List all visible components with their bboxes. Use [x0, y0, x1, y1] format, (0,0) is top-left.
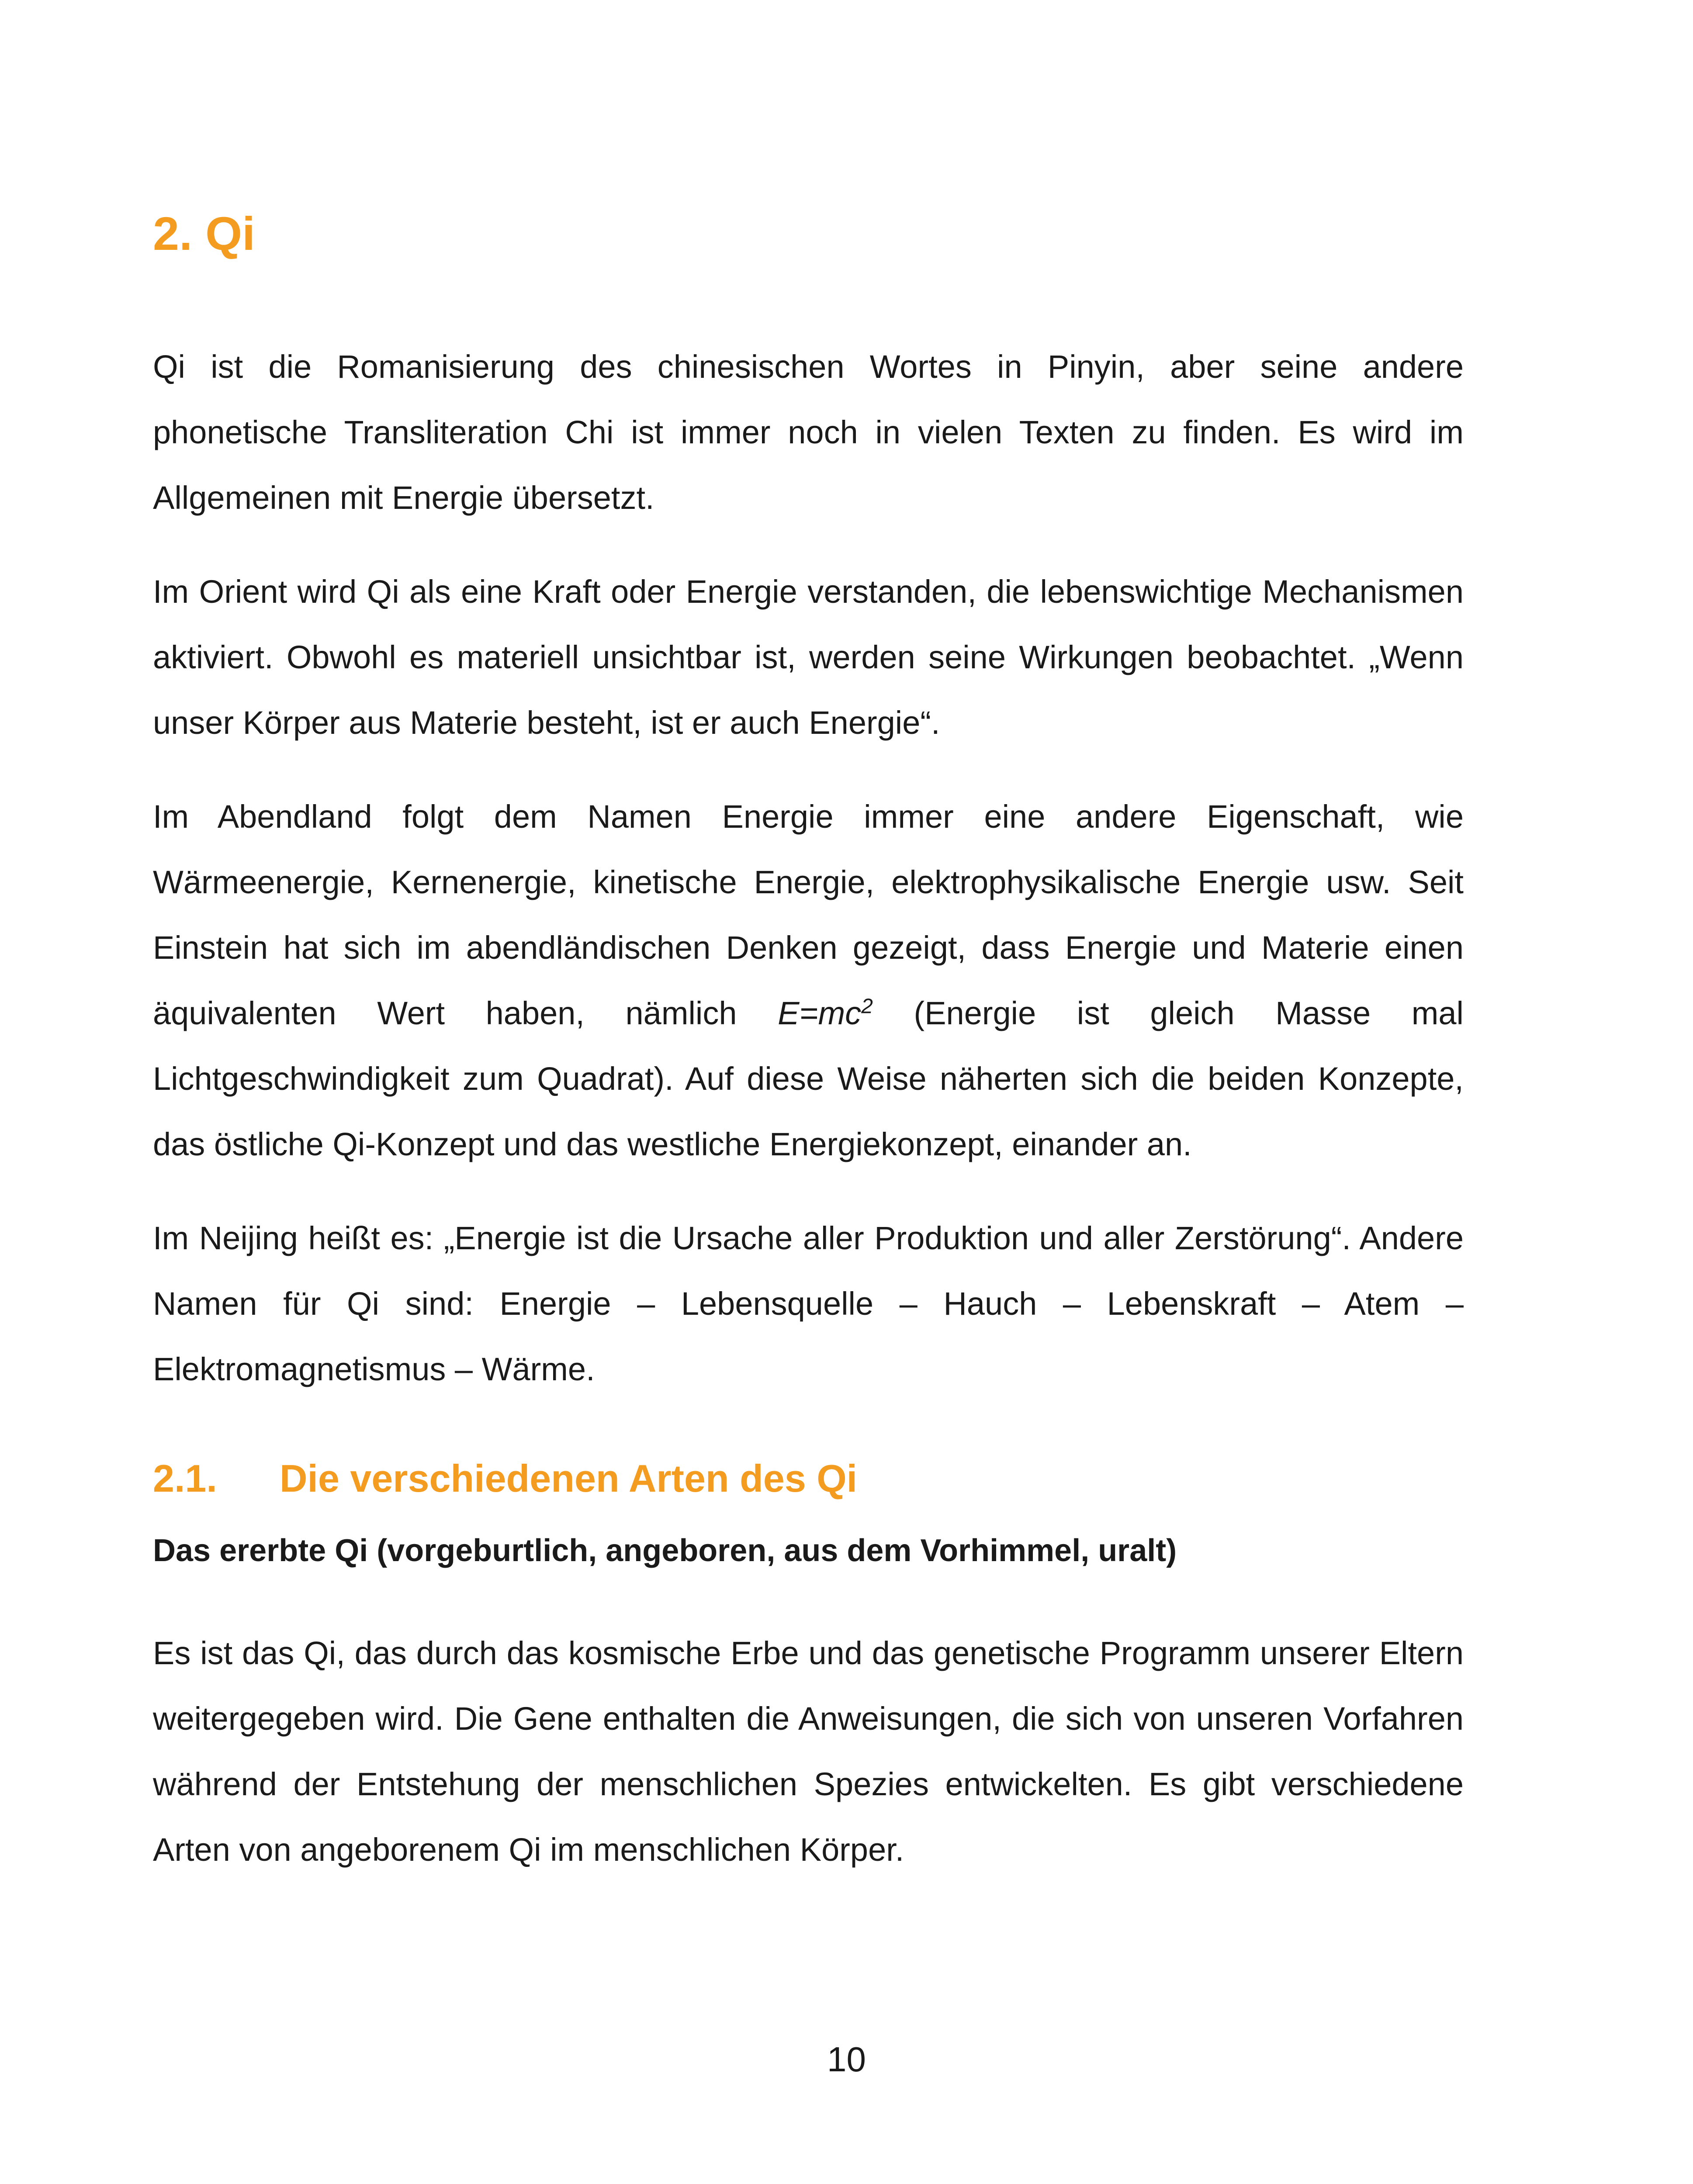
- page-number: 10: [827, 2040, 866, 2079]
- paragraph-abendland-before: Im Abendland folgt dem Namen Energie immer eine andere Eigenschaft, wie Wärmeenergie, Kernenergie, kinetische Energie, elektrophysikalische Energie usw. Seit Einstein hat sich im abendländischen Denken gezeigt, dass Energie und Materie einen äquivalenten Wert haben, nämlich: [153, 798, 1464, 1031]
- formula-base: E=mc: [778, 995, 862, 1031]
- formula-emc2: [778, 995, 873, 1031]
- paragraph-abendland-after: (Energie ist gleich Masse mal Lichtgeschwindigkeit zum Quadrat). Auf diese Weise näherten sich die beiden Konzepte, das östliche Qi-Konzept und das westliche Energiekonzept, einander an.: [153, 995, 1464, 1162]
- subsection-number: 2.1.: [153, 1457, 217, 1500]
- paragraph-orient: Im Orient wird Qi als eine Kraft oder Energie verstanden, die lebenswichtige Mechanismen aktiviert. Obwohl es materiell unsichtbar ist, werden seine Wirkungen beobachtet. „Wenn unser Körper aus Materie besteht, ist er auch Energie“.: [153, 574, 1464, 741]
- bold-subheading: Das ererbte Qi (vorgeburtlich, angeboren, aus dem Vorhimmel, uralt): [153, 1533, 1177, 1568]
- subsection-title: Die verschiedenen Arten des Qi: [280, 1457, 858, 1500]
- chapter-heading: 2. Qi: [153, 207, 256, 260]
- page-content: [153, 205, 1464, 1911]
- paragraph-romanization: Qi ist die Romanisierung des chinesischen Wortes in Pinyin, aber seine andere phonetische Transliteration Chi ist immer noch in vielen Texten zu finden. Es wird im Allgemeinen mit Energie übersetzt.: [153, 349, 1464, 516]
- paragraph-inherited-qi: Es ist das Qi, das durch das kosmische Erbe und das genetische Programm unserer Eltern weitergegeben wird. Die Gene enthalten die Anweisungen, die sich von unseren Vorfahren während der Entstehung der menschlichen Spezies entwickelten. Es gibt verschiedene Arten von angeborenem Qi im menschlichen Körper.: [153, 1635, 1464, 1868]
- formula-exponent: 2: [861, 995, 873, 1018]
- subsection-heading: [153, 1452, 1464, 1505]
- paragraph-neijing: Im Neijing heißt es: „Energie ist die Ursache aller Produktion und aller Zerstörung“. Andere Namen für Qi sind: Energie – Lebensquelle – Hauch – Lebenskraft – Atem – Elektromagnetismus – Wärme.: [153, 1220, 1464, 1387]
- paragraph-abendland: [153, 784, 1464, 1177]
